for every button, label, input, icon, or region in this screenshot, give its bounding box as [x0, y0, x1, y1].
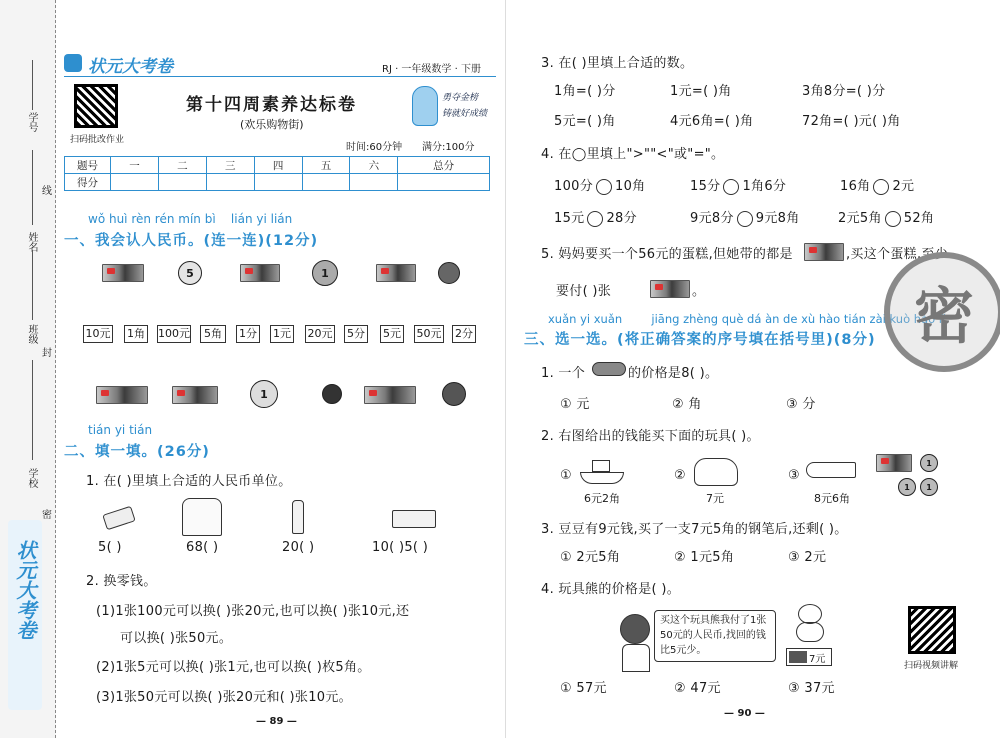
sec2-q2-1b: 可以换( )张50元。 — [120, 631, 233, 646]
value-label[interactable]: 100元 — [157, 325, 191, 343]
toy-price: 7元 — [706, 492, 724, 505]
sec3-q1-opt[interactable]: ③ 分 — [786, 397, 816, 412]
compare-circle[interactable] — [596, 179, 612, 195]
stamp-text: 密 — [914, 282, 974, 352]
side-label-banji: 班级 — [26, 324, 37, 344]
score-cell: 六 — [350, 157, 398, 174]
value-label[interactable]: 50元 — [414, 325, 444, 343]
q4-row2-a — [554, 207, 637, 227]
money-banknote — [364, 386, 416, 404]
score-cell: 五 — [302, 157, 350, 174]
score-input[interactable] — [111, 174, 159, 191]
slogan-2: 铸就好成绩 — [442, 109, 488, 119]
sec3-q3-opt[interactable]: ① 2元5角 — [560, 550, 621, 565]
brand-logo — [64, 52, 184, 76]
fill-line-4 — [32, 360, 33, 460]
center-gutter — [505, 0, 506, 738]
slogan-1: 勇夺金榜 — [442, 93, 479, 103]
sec1-title: 一、我会认人民币。(连一连)(12分) — [64, 233, 319, 249]
q4-left: 15分 — [690, 179, 721, 194]
header-rule — [64, 76, 496, 77]
value-label[interactable]: 2分 — [452, 325, 476, 343]
score-cell: 三 — [206, 157, 254, 174]
sec3-q4-opt[interactable]: ③ 37元 — [788, 681, 835, 696]
toy-price: 6元2角 — [584, 492, 620, 505]
girl-head — [620, 614, 650, 644]
money-banknote — [96, 386, 148, 404]
sec3-q3-opt[interactable]: ② 1元5角 — [674, 550, 735, 565]
sec2-q2: 2. 换零钱。 — [86, 574, 157, 589]
girl-body — [622, 644, 650, 672]
sec3-q3: 3. 豆豆有9元钱,买了一支7元5角的钢笔后,还剩( )。 — [541, 522, 848, 537]
money-coin — [438, 262, 460, 284]
scan-video-label: 扫码视频讲解 — [904, 661, 959, 671]
score-cell: 四 — [254, 157, 302, 174]
tag-swatch — [789, 651, 807, 663]
money-banknote — [102, 264, 144, 282]
fill-line-1 — [32, 60, 33, 110]
strip-brand: 状元大考卷 — [13, 540, 37, 640]
jacket-icon — [182, 498, 222, 536]
score-input[interactable] — [206, 174, 254, 191]
speech-bubble: 买这个玩具熊我付了1张50元的人民币,找回的钱比5元少。 — [654, 610, 776, 662]
compare-circle[interactable] — [885, 211, 901, 227]
q3-blank[interactable]: 1角=( )分 — [554, 84, 616, 99]
score-table-score-row — [65, 174, 490, 191]
value-label[interactable]: 10元 — [83, 325, 113, 343]
sec3-q3-opt[interactable]: ③ 2元 — [788, 550, 827, 565]
binding-strip — [0, 0, 56, 738]
page-subtitle: (欢乐购物街) — [240, 118, 304, 131]
q4-left: 15元 — [554, 211, 585, 226]
money-banknote — [376, 264, 416, 282]
price-tag — [786, 648, 832, 666]
sec1-pinyin: wǒ huì rèn rén mín bì lián yi lián — [88, 212, 293, 226]
q3-blank[interactable]: 72角=( )元( )角 — [802, 114, 901, 129]
fill-line-3 — [32, 250, 33, 320]
mascot-illustration — [412, 86, 488, 130]
q4-right: 10角 — [615, 179, 646, 194]
page-title: 第十四周素养达标卷 — [186, 95, 357, 115]
q1-blank-pencil-case[interactable]: 10( )5( ) — [372, 540, 429, 555]
bread-icon — [592, 362, 626, 376]
plane-icon — [806, 462, 856, 478]
q4-right: 52角 — [903, 211, 935, 226]
car-icon — [694, 458, 738, 486]
boat-hull — [580, 472, 624, 484]
coin-icon: 1 — [898, 478, 916, 496]
fill-line-2 — [32, 150, 33, 225]
compare-circle[interactable] — [587, 211, 603, 227]
q4-left: 16角 — [840, 179, 871, 194]
score-input[interactable] — [350, 174, 398, 191]
banknote-icon — [876, 454, 912, 472]
eraser-icon — [102, 506, 135, 530]
value-label[interactable]: 1元 — [270, 325, 294, 343]
side-label-xuehao: 学号 — [26, 112, 37, 132]
score-cell: 题号 — [65, 157, 111, 174]
value-label[interactable]: 20元 — [305, 325, 335, 343]
side-label-xingming: 姓名 — [26, 232, 37, 252]
sec3-q1-end: 的价格是8( )。 — [628, 366, 719, 381]
q4-right: 1角6分 — [742, 179, 787, 194]
score-input[interactable] — [158, 174, 206, 191]
q3-blank[interactable]: 4元6角=( )角 — [670, 114, 754, 129]
toy-mark[interactable]: ② — [674, 468, 686, 483]
sec2-q1: 1. 在( )里填上合适的人民币单位。 — [86, 474, 292, 489]
score-input[interactable] — [254, 174, 302, 191]
logo-badge — [64, 54, 82, 72]
side-mark-mi: 密 — [42, 510, 52, 521]
q5-line2[interactable]: 要付( )张 — [556, 284, 612, 299]
q3-blank[interactable]: 3角8分=( )分 — [802, 84, 886, 99]
sec3-title: 三、选一选。(将正确答案的序号填在括号里)(8分) — [524, 332, 876, 348]
value-label[interactable]: 5元 — [380, 325, 404, 343]
score-table — [64, 156, 490, 191]
value-label[interactable]: 1角 — [124, 325, 148, 343]
q4-right: 9元8角 — [755, 211, 800, 226]
mascot-figure — [412, 86, 438, 126]
scan-label: 扫码批改作业 — [70, 135, 125, 145]
score-input[interactable] — [398, 174, 490, 191]
q5-line2-end: 。 — [692, 284, 706, 299]
q1-blank-eraser[interactable]: 5( ) — [98, 540, 122, 555]
sec2-q2-1a: (1)1张100元可以换( )张20元,也可以换( )张10元,还 — [96, 604, 410, 619]
sec3-q4-opt[interactable]: ② 47元 — [674, 681, 721, 696]
sec3-q1-opt[interactable]: ② 角 — [672, 397, 702, 412]
q1-blank-jacket[interactable]: 68( ) — [186, 540, 219, 555]
girl-illustration — [614, 614, 658, 674]
q4-row1-c — [840, 175, 914, 195]
pencil-case-icon — [392, 510, 436, 528]
bear-illustration — [792, 604, 828, 644]
q4-row2-b — [690, 207, 800, 227]
money-banknote — [240, 264, 280, 282]
money-coin: 5 — [178, 261, 202, 285]
q3-blank[interactable]: 5元=( )角 — [554, 114, 616, 129]
q4-row1-b — [690, 175, 786, 195]
compare-circle[interactable] — [723, 179, 739, 195]
coin-icon: 1 — [920, 454, 938, 472]
boat-icon — [580, 456, 624, 486]
q5-line1-end: ,买这个蛋糕,至少 — [846, 247, 948, 262]
qr-code[interactable] — [74, 84, 118, 128]
value-label[interactable]: 5分 — [344, 325, 368, 343]
bear-body — [796, 622, 824, 642]
sec3-pinyin: xuǎn yi xuǎn jiāng zhèng què dá àn de xù hào tián zài kuò hào lǐ — [548, 312, 946, 326]
given-money — [876, 454, 946, 500]
sec2-title: 二、填一填。(26分) — [64, 444, 210, 460]
sec3-q1-opt[interactable]: ① 元 — [560, 397, 590, 412]
money-coin — [442, 382, 466, 406]
edition-label: RJ · 一年级数学 · 下册 — [382, 64, 481, 75]
score-table-header-row — [65, 157, 490, 174]
logo-text: 状元大考卷 — [88, 57, 173, 77]
sec3-q4-opt[interactable]: ① 57元 — [560, 681, 607, 696]
page-number-right: — 90 — — [724, 708, 765, 719]
side-mark-xian: 线 — [42, 186, 52, 197]
score-cell: 二 — [158, 157, 206, 174]
compare-circle[interactable] — [737, 211, 753, 227]
full-score-label: 满分:100分 — [422, 142, 475, 153]
value-label[interactable]: 1分 — [236, 325, 260, 343]
sec3-q2: 2. 右图给出的钱能买下面的玩具( )。 — [541, 429, 760, 444]
sec2-q2-3: (3)1张50元可以换( )张20元和( )张10元。 — [96, 690, 352, 705]
score-cell: 总分 — [398, 157, 490, 174]
bottle-icon — [292, 500, 304, 534]
q1-blank-bottle[interactable]: 20( ) — [282, 540, 315, 555]
q4-left: 9元8分 — [690, 211, 734, 226]
time-label: 时间:60分钟 — [346, 142, 403, 153]
money-banknote — [172, 386, 218, 404]
q4-left: 100分 — [554, 179, 594, 194]
money-coin: 1 — [312, 260, 338, 286]
tag-text: 7元 — [809, 654, 826, 665]
confidential-stamp — [884, 252, 1000, 372]
money-coin: 1 — [250, 380, 278, 408]
score-cell: 得分 — [65, 174, 111, 191]
q3: 3. 在( )里填上合适的数。 — [541, 56, 694, 71]
toy-mark[interactable]: ① — [560, 468, 572, 483]
q4-row2-c — [838, 207, 934, 227]
boat-cabin — [592, 460, 610, 472]
value-label[interactable]: 5角 — [200, 325, 226, 343]
bear-head — [798, 604, 822, 624]
side-mark-feng: 封 — [42, 348, 52, 359]
coin-icon: 1 — [920, 478, 938, 496]
q4: 4. 在◯里填上">""<"或"="。 — [541, 147, 725, 162]
money-coin — [322, 384, 342, 404]
q3-blank[interactable]: 1元=( )角 — [670, 84, 732, 99]
compare-circle[interactable] — [873, 179, 889, 195]
sec3-q1-start: 1. 一个 — [541, 366, 586, 381]
q4-left: 2元5角 — [838, 211, 882, 226]
sec2-q2-2: (2)1张5元可以换( )张1元,也可以换( )枚5角。 — [96, 660, 371, 675]
toy-mark[interactable]: ③ — [788, 468, 800, 483]
q4-right: 2元 — [892, 179, 915, 194]
sec3-q4: 4. 玩具熊的价格是( )。 — [541, 582, 681, 597]
side-label-xuexiao: 学校 — [26, 468, 37, 488]
score-input[interactable] — [302, 174, 350, 191]
toy-price: 8元6角 — [814, 492, 850, 505]
video-qr-code[interactable] — [908, 606, 956, 654]
banknote-icon — [650, 280, 690, 298]
score-cell: 一 — [111, 157, 159, 174]
banknote-icon — [804, 243, 844, 261]
q5-line1-start: 5. 妈妈要买一个56元的蛋糕,但她带的都是 — [541, 247, 793, 262]
sec2-pinyin: tián yi tián — [88, 423, 153, 437]
q4-right: 28分 — [606, 211, 637, 226]
q4-row1-a — [554, 175, 645, 195]
page-number-left: — 89 — — [256, 716, 297, 727]
